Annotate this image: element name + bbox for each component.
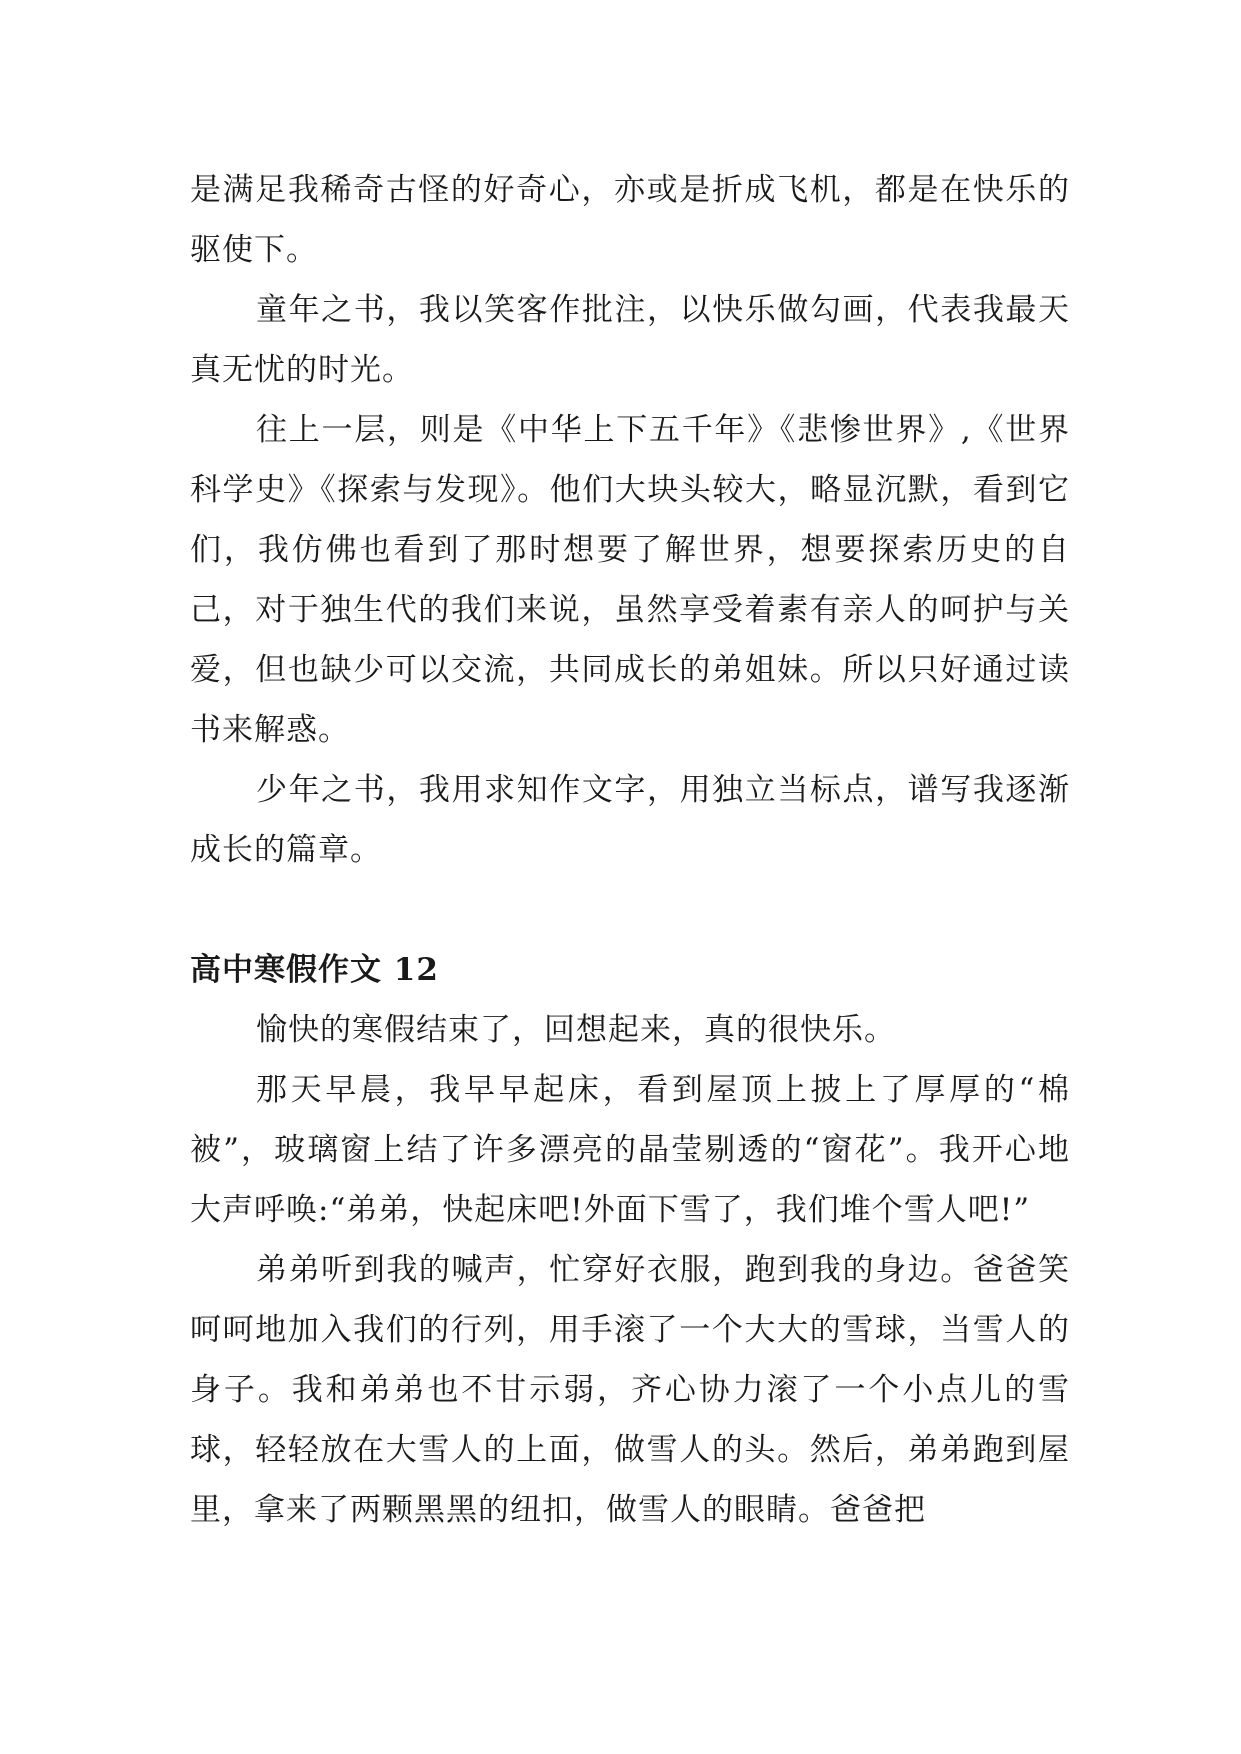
paragraph-snow-morning: 那天早晨，我早早起床，看到屋顶上披上了厚厚的“棉被”，玻璃窗上结了许多漂亮的晶莹剔透的“窗花”。我开心地大声呼唤:“弟弟，快起床吧!外面下雪了，我们堆个雪人吧!” — [190, 1072, 1070, 1228]
paragraph-youth-book: 少年之书，我用求知作文字，用独立当标点，谱写我逐渐成长的篇章。 — [190, 772, 1070, 868]
document-page — [190, 160, 1070, 1540]
paragraph-childhood-book: 童年之书，我以笑客作批注，以快乐做勾画，代表我最天真无忧的时光。 — [190, 292, 1070, 388]
paragraph-winter-break-end: 愉快的寒假结束了，回想起来，真的很快乐。 — [256, 1012, 896, 1048]
paragraph-upper-shelf: 往上一层，则是《中华上下五千年》《悲惨世界》,《世界科学史》《探索与发现》。他们大块头较大，略显沉默，看到它们，我仿佛也看到了那时想要了解世界，想要探索历史的自己，对于独生代的我们来说，虽然享受着素有亲人的呵护与关爱，但也缺少可以交流，共同成长的弟姐妹。所以只好通过读书来解惑。 — [190, 412, 1070, 748]
paragraph-continuation: 是满足我稀奇古怪的好奇心，亦或是折成飞机，都是在快乐的驱使下。 — [190, 172, 1070, 268]
section-heading: 高中寒假作文 12 — [190, 952, 439, 988]
paragraph-snowman: 弟弟听到我的喊声，忙穿好衣服，跑到我的身边。爸爸笑呵呵地加入我们的行列，用手滚了一个大大的雪球，当雪人的身子。我和弟弟也不甘示弱，齐心协力滚了一个小点儿的雪球，轻轻放在大雪人的上面，做雪人的头。然后，弟弟跑到屋里，拿来了两颗黑黑的纽扣，做雪人的眼睛。爸爸把 — [190, 1252, 1070, 1528]
